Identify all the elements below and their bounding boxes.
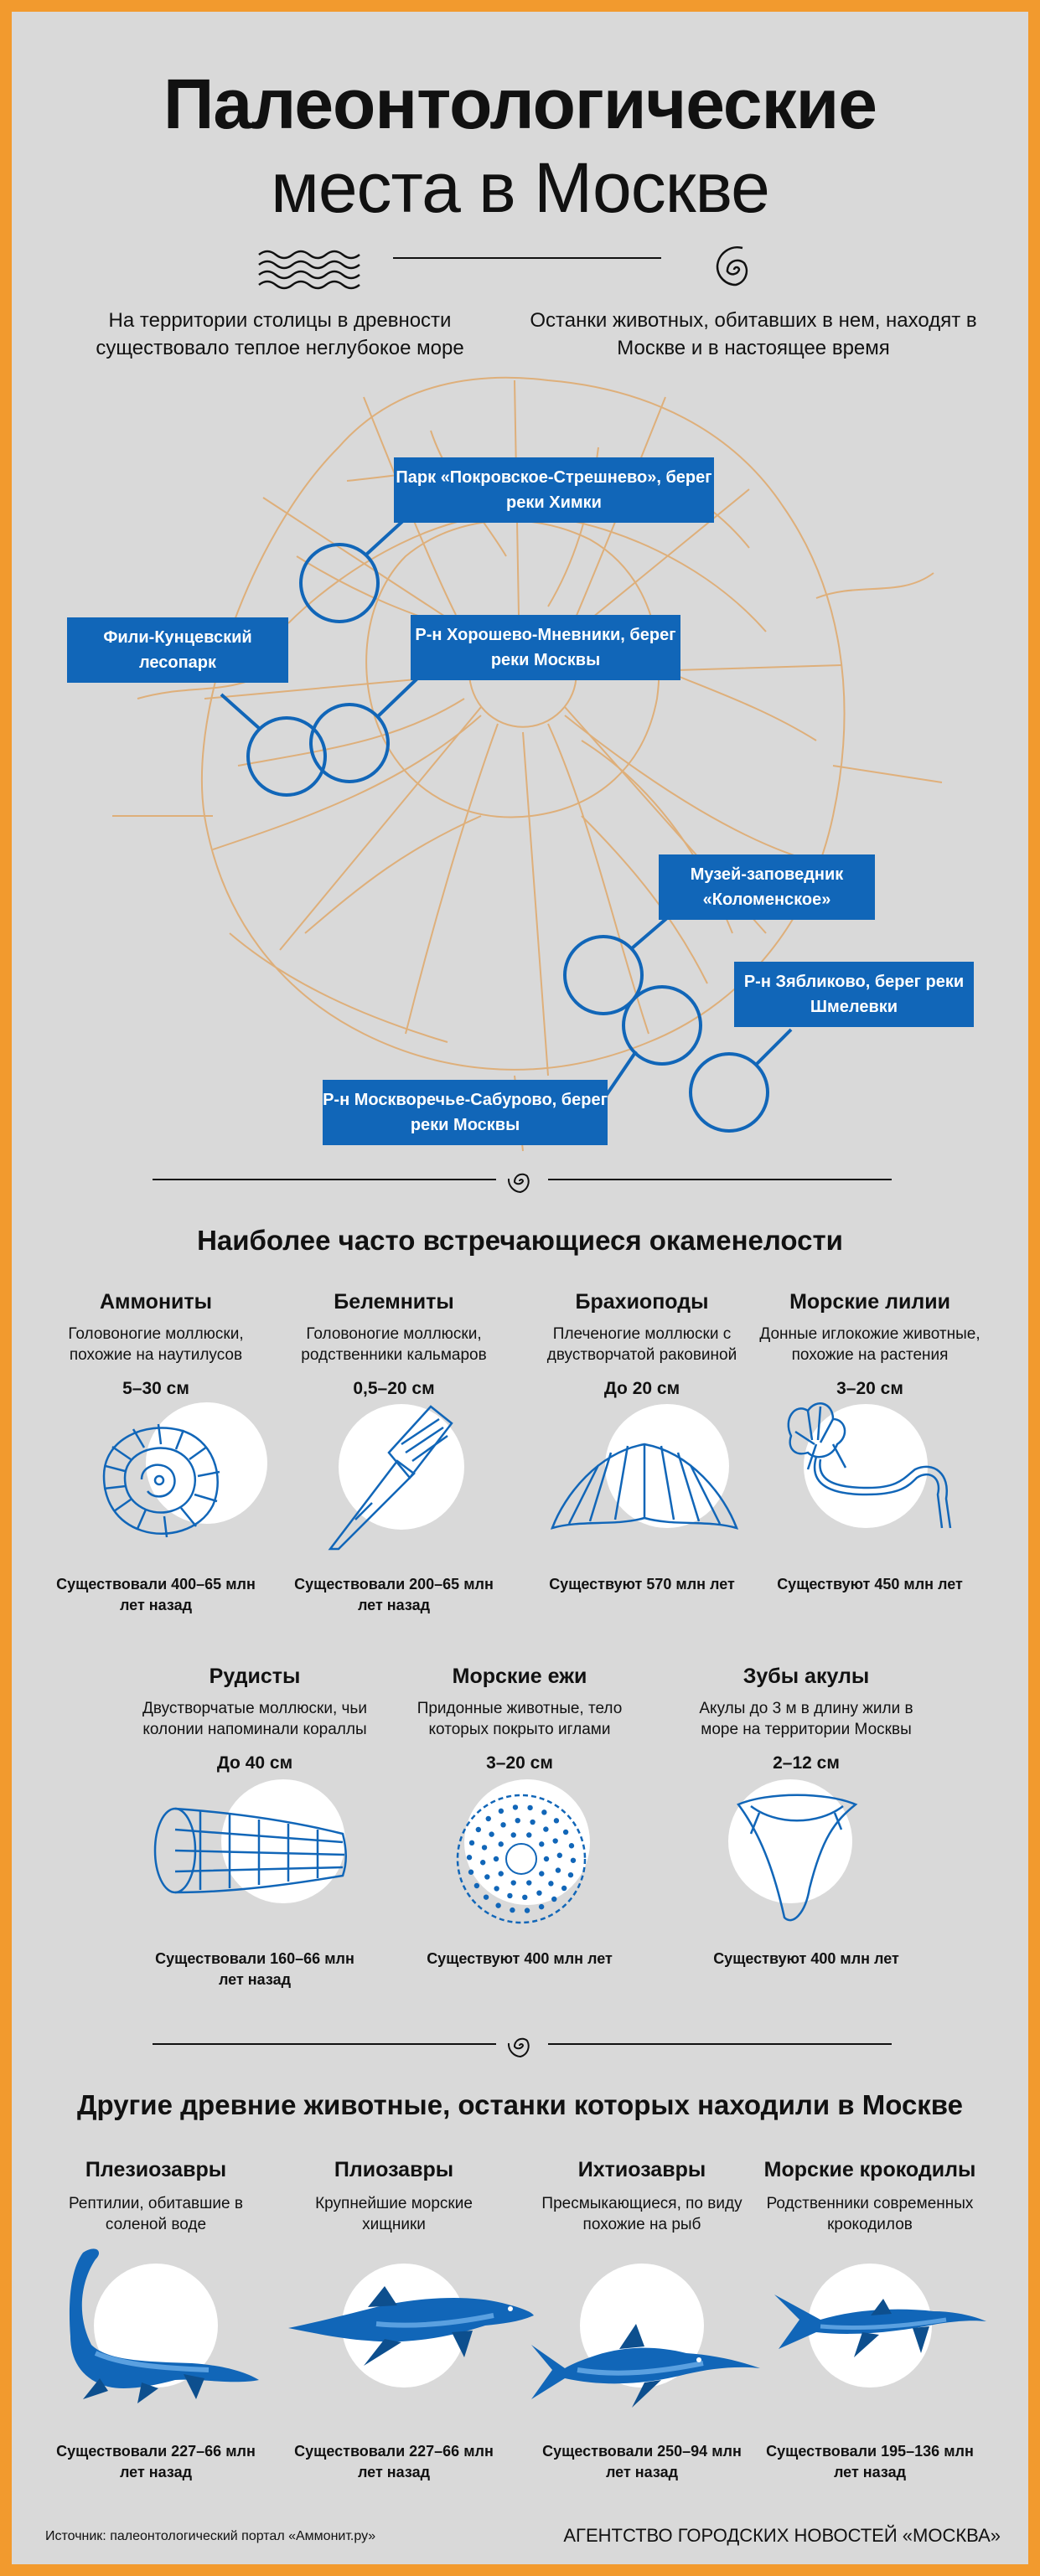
urchin-tubercle [468, 1870, 473, 1875]
map-markers [12, 447, 1028, 1168]
urchin-tubercle [511, 1832, 516, 1837]
intro-right-text: Останки животных, обитавших в нем, находят в Москве и в настоящее время [530, 309, 977, 359]
animal-name: Плезиозавры [85, 2158, 227, 2181]
animal-existed: Существовали 227–66 млн лет назад [294, 2443, 494, 2480]
callout-kolomenskoe [659, 854, 875, 920]
animal-desc: Пресмыкающиеся, по виду похожие на рыб [541, 2195, 742, 2233]
fossil-name: Белемниты [334, 1290, 454, 1314]
urchin-tubercle [474, 1883, 479, 1888]
fossil-name: Зубы акулы [742, 1665, 870, 1688]
animal-existed: Существовали 250–94 млн лет назад [542, 2443, 742, 2480]
urchin-tubercle [513, 1804, 518, 1809]
urchin-tubercle [522, 1895, 527, 1900]
fossil-desc: Головоногие моллюски, родственники кальмаров [301, 1325, 487, 1364]
plesiosaur-icon [58, 2236, 267, 2403]
urchin-tubercle [541, 1809, 546, 1815]
infographic-poster [12, 12, 1028, 2564]
sea-urchin-icon [454, 1792, 588, 1926]
urchin-tubercle [507, 1893, 512, 1898]
fossil-size: До 20 см [603, 1379, 680, 1398]
urchin-tubercle [499, 1871, 504, 1876]
pliosaur-icon [284, 2274, 536, 2374]
intro-left-text: На территории столицы в древности существовало теплое неглубокое море [96, 309, 464, 359]
brachiopod-icon [548, 1427, 741, 1536]
urchin-tubercle [561, 1886, 567, 1891]
animal-name: Ихтиозавры [577, 2158, 706, 2181]
urchin-tubercle [499, 1841, 504, 1846]
callout-pokrovskoe [394, 457, 714, 523]
urchin-tubercle [510, 1907, 515, 1913]
waves-icon [255, 246, 364, 297]
fossil-name: Морские ежи [452, 1665, 587, 1688]
fossil-desc: Придонные животные, тело которых покрыто иглами [417, 1700, 623, 1738]
rudist-icon [150, 1796, 351, 1905]
urchin-tubercle [484, 1874, 489, 1879]
urchin-tubercle [544, 1856, 549, 1861]
fossil-name: Рудисты [209, 1665, 301, 1688]
animal-desc: Родственники современных крокодилов [766, 2195, 974, 2233]
footer-agency: АГЕНТСТВО ГОРОДСКИХ НОВОСТЕЙ «МОСКВА» [563, 2525, 1001, 2546]
fossil-name: Брахиоподы [575, 1290, 709, 1314]
callout-zyablikovo [734, 962, 974, 1027]
callout-moskvorechye [323, 1080, 608, 1145]
urchin-tubercle [552, 1838, 557, 1843]
divider-left [153, 1179, 496, 1180]
fossil-size: 3–20 см [836, 1379, 903, 1398]
spiral-icon [504, 1166, 535, 1196]
urchin-tubercle [480, 1860, 485, 1865]
urchin-tubercle [556, 1867, 561, 1872]
urchin-tubercle [536, 1890, 541, 1895]
callout-khoroshevo [411, 615, 680, 680]
urchin-tubercle [526, 1880, 531, 1885]
ichthyosaur-icon [527, 2320, 762, 2420]
divider-right [548, 1179, 892, 1180]
sea-lily-icon [774, 1394, 984, 1562]
animal-desc: Рептилии, обитавшие в соленой воде [69, 2195, 243, 2233]
animals-section-title: Другие древние животные, останки которых находили в Москве [76, 2089, 964, 2120]
fossil-size: До 40 см [216, 1753, 293, 1773]
animal-existed: Существовали 227–66 млн лет назад [56, 2443, 256, 2480]
urchin-tubercle [467, 1855, 472, 1860]
fossil-size: 0,5–20 см [353, 1379, 435, 1398]
fossil-existed: Существуют 400 млн лет [713, 1950, 899, 1967]
belemnite-icon [322, 1402, 473, 1553]
urchin-tubercle [476, 1827, 481, 1832]
urchin-tubercle [554, 1818, 559, 1823]
animal-name: Плиозавры [334, 2158, 454, 2181]
callout-label: Р-н Хорошево-Мневники, берег реки Москвы [415, 626, 676, 669]
fossil-name: Аммониты [99, 1290, 213, 1314]
urchin-tubercle [539, 1841, 544, 1846]
animal-desc: Крупнейшие морские хищники [315, 2195, 473, 2233]
urchin-tubercle [548, 1881, 553, 1886]
urchin-tubercle [563, 1830, 568, 1835]
urchin-tubercle [543, 1826, 548, 1831]
spiral-icon [504, 2031, 535, 2061]
urchin-tubercle [527, 1805, 532, 1810]
animal-name: Морские крокодилы [763, 2158, 976, 2181]
fossil-existed: Существовали 200–65 млн лет назад [294, 1576, 494, 1613]
urchin-tubercle [500, 1822, 505, 1827]
fossil-size: 2–12 см [773, 1753, 840, 1773]
fossil-desc: Плеченогие моллюски с двустворчатой раковиной [546, 1325, 737, 1364]
title-line-1: Палеонтологические [163, 65, 877, 143]
urchin-tubercle [568, 1872, 573, 1877]
urchin-tubercle [511, 1880, 516, 1885]
title-divider [393, 257, 661, 259]
footer-source: Источник: палеонтологический портал «Аммонит.ру» [45, 2529, 376, 2543]
title-line-2: места в Москве [271, 148, 769, 227]
urchin-tubercle [557, 1853, 562, 1858]
fossil-existed: Существуют 570 млн лет [549, 1576, 735, 1593]
urchin-tubercle [515, 1818, 520, 1823]
callout-label: Фили-Кунцевский лесопарк [103, 628, 252, 672]
urchin-tubercle [530, 1820, 535, 1825]
animal-existed: Существовали 195–136 млн лет назад [766, 2443, 974, 2480]
ammonite-icon [87, 1417, 230, 1539]
fossil-existed: Существуют 450 млн лет [777, 1576, 963, 1593]
fossil-existed: Существовали 400–65 млн лет назад [56, 1576, 256, 1613]
urchin-tubercle [482, 1845, 487, 1850]
callout-label: Музей-заповедник «Коломенское» [690, 865, 844, 909]
callout-label: Парк «Покровское-Стрешнево», берег реки Химки [396, 468, 712, 512]
fossils-section-title: Наиболее часто встречающиеся окаменелости [197, 1225, 843, 1256]
callout-label: Р-н Москворечье-Сабурово, берег реки Москвы [323, 1091, 608, 1134]
fossil-existed: Существуют 400 млн лет [427, 1950, 613, 1967]
fossil-name: Морские лилии [789, 1290, 950, 1314]
urchin-tubercle [551, 1897, 556, 1902]
urchin-tubercle [499, 1809, 504, 1814]
urchin-tubercle [469, 1840, 474, 1846]
urchin-tubercle [495, 1902, 500, 1907]
sea-crocodile-icon [770, 2286, 988, 2370]
fossil-desc: Головоногие моллюски, похожие на наутилусов [68, 1325, 244, 1364]
urchin-tubercle [539, 1904, 544, 1909]
fossil-existed: Существовали 160–66 млн лет назад [155, 1950, 354, 1988]
callout-fili [67, 617, 288, 683]
urchin-tubercle [486, 1816, 491, 1821]
fossil-desc: Акулы до 3 м в длину жили в море на территории Москвы [699, 1700, 913, 1738]
urchin-tubercle [571, 1858, 576, 1863]
fossil-desc: Донные иглокожие животные, похожие на растения [759, 1325, 980, 1364]
callout-label: Р-н Зябликово, берег реки Шмелевки [743, 973, 965, 1016]
divider-right [548, 2043, 892, 2045]
fossil-size: 5–30 см [122, 1379, 189, 1398]
urchin-tubercle [539, 1871, 544, 1876]
fossil-size: 3–20 см [486, 1753, 553, 1773]
spiral-shell-icon [709, 245, 759, 295]
urchin-tubercle [484, 1894, 489, 1899]
fossil-desc: Двустворчатые моллюски, чьи колонии напоминали кораллы [142, 1700, 367, 1738]
urchin-tubercle [494, 1886, 499, 1891]
urchin-tubercle [526, 1832, 531, 1837]
urchin-tubercle [525, 1907, 530, 1913]
divider-left [153, 2043, 496, 2045]
urchin-tubercle [494, 1856, 499, 1861]
urchin-tubercle [489, 1831, 494, 1836]
urchin-tubercle [569, 1843, 574, 1848]
shark-tooth-icon [734, 1788, 860, 1930]
